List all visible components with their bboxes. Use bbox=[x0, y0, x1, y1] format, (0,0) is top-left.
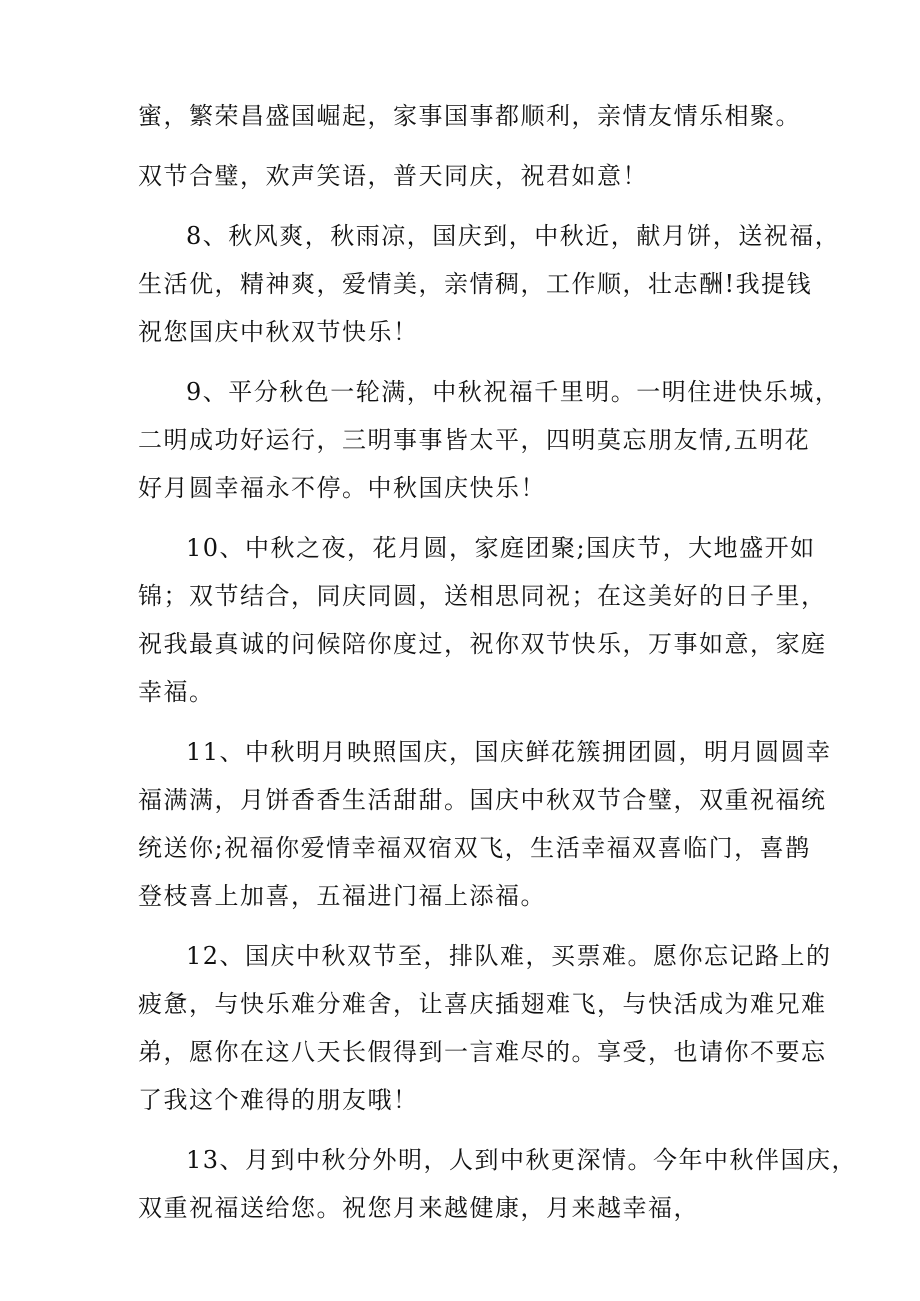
text-line: 祝我最真诚的问候陪你度过，祝你双节快乐，万事如意，家庭 bbox=[138, 630, 827, 658]
text-line: 蜜，繁荣昌盛国崛起，家事国事都顺利，亲情友情乐相聚。 bbox=[138, 102, 801, 130]
text-line: 了我这个难得的朋友哦！ bbox=[138, 1086, 419, 1114]
text-line: 双节合璧，欢声笑语，普天同庆，祝君如意！ bbox=[138, 162, 648, 190]
text-line: 疲惫，与快乐难分难舍，让喜庆插翅难飞，与快活成为难兄难 bbox=[138, 990, 827, 1018]
text-line: 幸福。 bbox=[138, 678, 215, 706]
text-line: 福满满，月饼香香生活甜甜。国庆中秋双节合璧，双重祝福统 bbox=[138, 786, 827, 814]
text-line: 双重祝福送给您。祝您月来越健康，月来越幸福， bbox=[138, 1194, 699, 1222]
text-line: 弟，愿你在这八天长假得到一言难尽的。享受，也请你不要忘 bbox=[138, 1038, 827, 1066]
paragraph-11-line-1: 11、中秋明月映照国庆，国庆鲜花簇拥团圆，明月圆圆幸 bbox=[186, 738, 832, 766]
paragraph-9-line-1: 9、平分秋色一轮满，中秋祝福千里明。一明住进快乐城， bbox=[186, 378, 841, 406]
paragraph-13-line-1: 13、月到中秋分外明，人到中秋更深情。今年中秋伴国庆， bbox=[186, 1146, 858, 1174]
text-line: 锦；双节结合，同庆同圆，送相思同祝；在这美好的日子里， bbox=[138, 582, 827, 610]
paragraph-12-line-1: 12、国庆中秋双节至，排队难，买票难。愿你忘记路上的 bbox=[186, 942, 832, 970]
text-line: 登枝喜上加喜，五福进门福上添福。 bbox=[138, 882, 546, 910]
paragraph-10-line-1: 10、中秋之夜，花月圆，家庭团聚;国庆节，大地盛开如 bbox=[186, 534, 816, 562]
document-body bbox=[138, 92, 858, 1232]
text-line: 好月圆幸福永不停。中秋国庆快乐！ bbox=[138, 474, 546, 502]
text-line: 祝您国庆中秋双节快乐！ bbox=[138, 318, 419, 346]
text-line: 二明成功好运行，三明事事皆太平，四明莫忘朋友情,五明花 bbox=[138, 426, 811, 454]
text-line: 统送你;祝福你爱情幸福双宿双飞，生活幸福双喜临门，喜鹊 bbox=[138, 834, 811, 862]
paragraph-8-line-1: 8、秋风爽，秋雨凉，国庆到，中秋近，献月饼，送祝福， bbox=[186, 222, 841, 250]
text-line: 生活优，精神爽，爱情美，亲情稠，工作顺，壮志酬!我提钱 bbox=[138, 270, 813, 298]
